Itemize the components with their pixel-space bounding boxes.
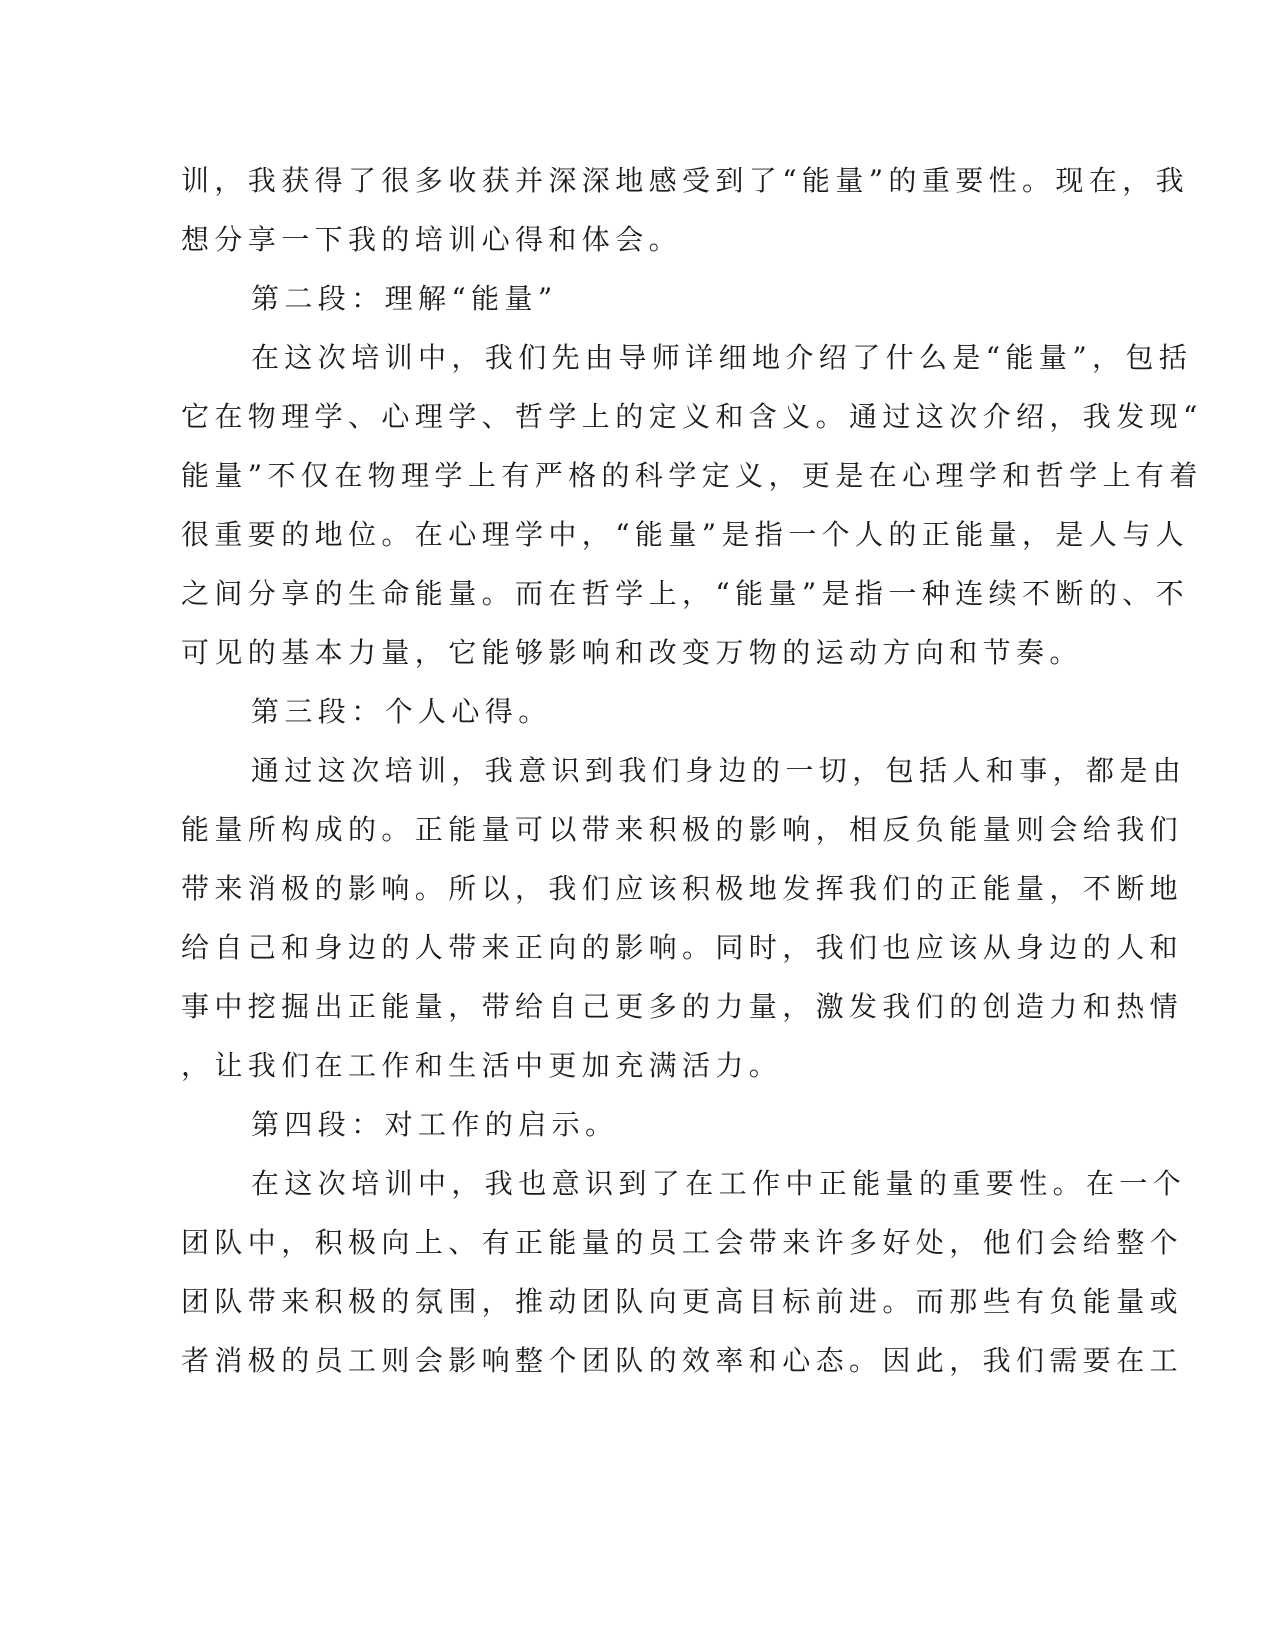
text-line: 通过这次培训，我意识到我们身边的一切，包括人和事，都是由 [251, 754, 1187, 787]
text-line: 在这次培训中，我也意识到了在工作中正能量的重要性。在一个 [251, 1167, 1187, 1200]
text-line: 可见的基本力量，它能够影响和改变万物的运动方向和节奏。 [181, 636, 1083, 669]
text-line: 很重要的地位。在心理学中，“能量”是指一个人的正能量，是人与人 [181, 518, 1190, 551]
text-line: 能量所构成的。正能量可以带来积极的影响，相反负能量则会给我们 [181, 813, 1184, 846]
text-line: 在这次培训中，我们先由导师详细地介绍了什么是“能量”，包括 [251, 341, 1193, 374]
section-heading: 第四段：对工作的启示。 [251, 1108, 619, 1141]
section-heading: 第三段：个人心得。 [251, 695, 552, 728]
text-line: 团队中，积极向上、有正能量的员工会带来许多好处，他们会给整个 [181, 1226, 1184, 1259]
text-line: 想分享一下我的培训心得和体会。 [181, 223, 683, 256]
text-line: 团队带来积极的氛围，推动团队向更高目标前进。而那些有负能量或 [181, 1285, 1184, 1318]
section-heading: 第二段：理解“能量” [251, 282, 558, 315]
text-line: 能量”不仅在物理学上有严格的科学定义，更是在心理学和哲学上有着 [181, 459, 1203, 492]
text-line: 带来消极的影响。所以，我们应该积极地发挥我们的正能量，不断地 [181, 872, 1184, 905]
text-line: 者消极的员工则会影响整个团队的效率和心态。因此，我们需要在工 [181, 1344, 1184, 1377]
text-line: 训，我获得了很多收获并深深地感受到了“能量”的重要性。现在，我 [181, 164, 1190, 197]
text-line: 之间分享的生命能量。而在哲学上，“能量”是指一种连续不断的、不 [181, 577, 1190, 610]
text-line: 给自己和身边的人带来正向的影响。同时，我们也应该从身边的人和 [181, 931, 1184, 964]
text-line: 事中挖掘出正能量，带给自己更多的力量，激发我们的创造力和热情 [181, 990, 1184, 1023]
text-line: 它在物理学、心理学、哲学上的定义和含义。通过这次介绍，我发现“ [181, 400, 1203, 433]
text-line: ，让我们在工作和生活中更加充满活力。 [181, 1049, 783, 1082]
